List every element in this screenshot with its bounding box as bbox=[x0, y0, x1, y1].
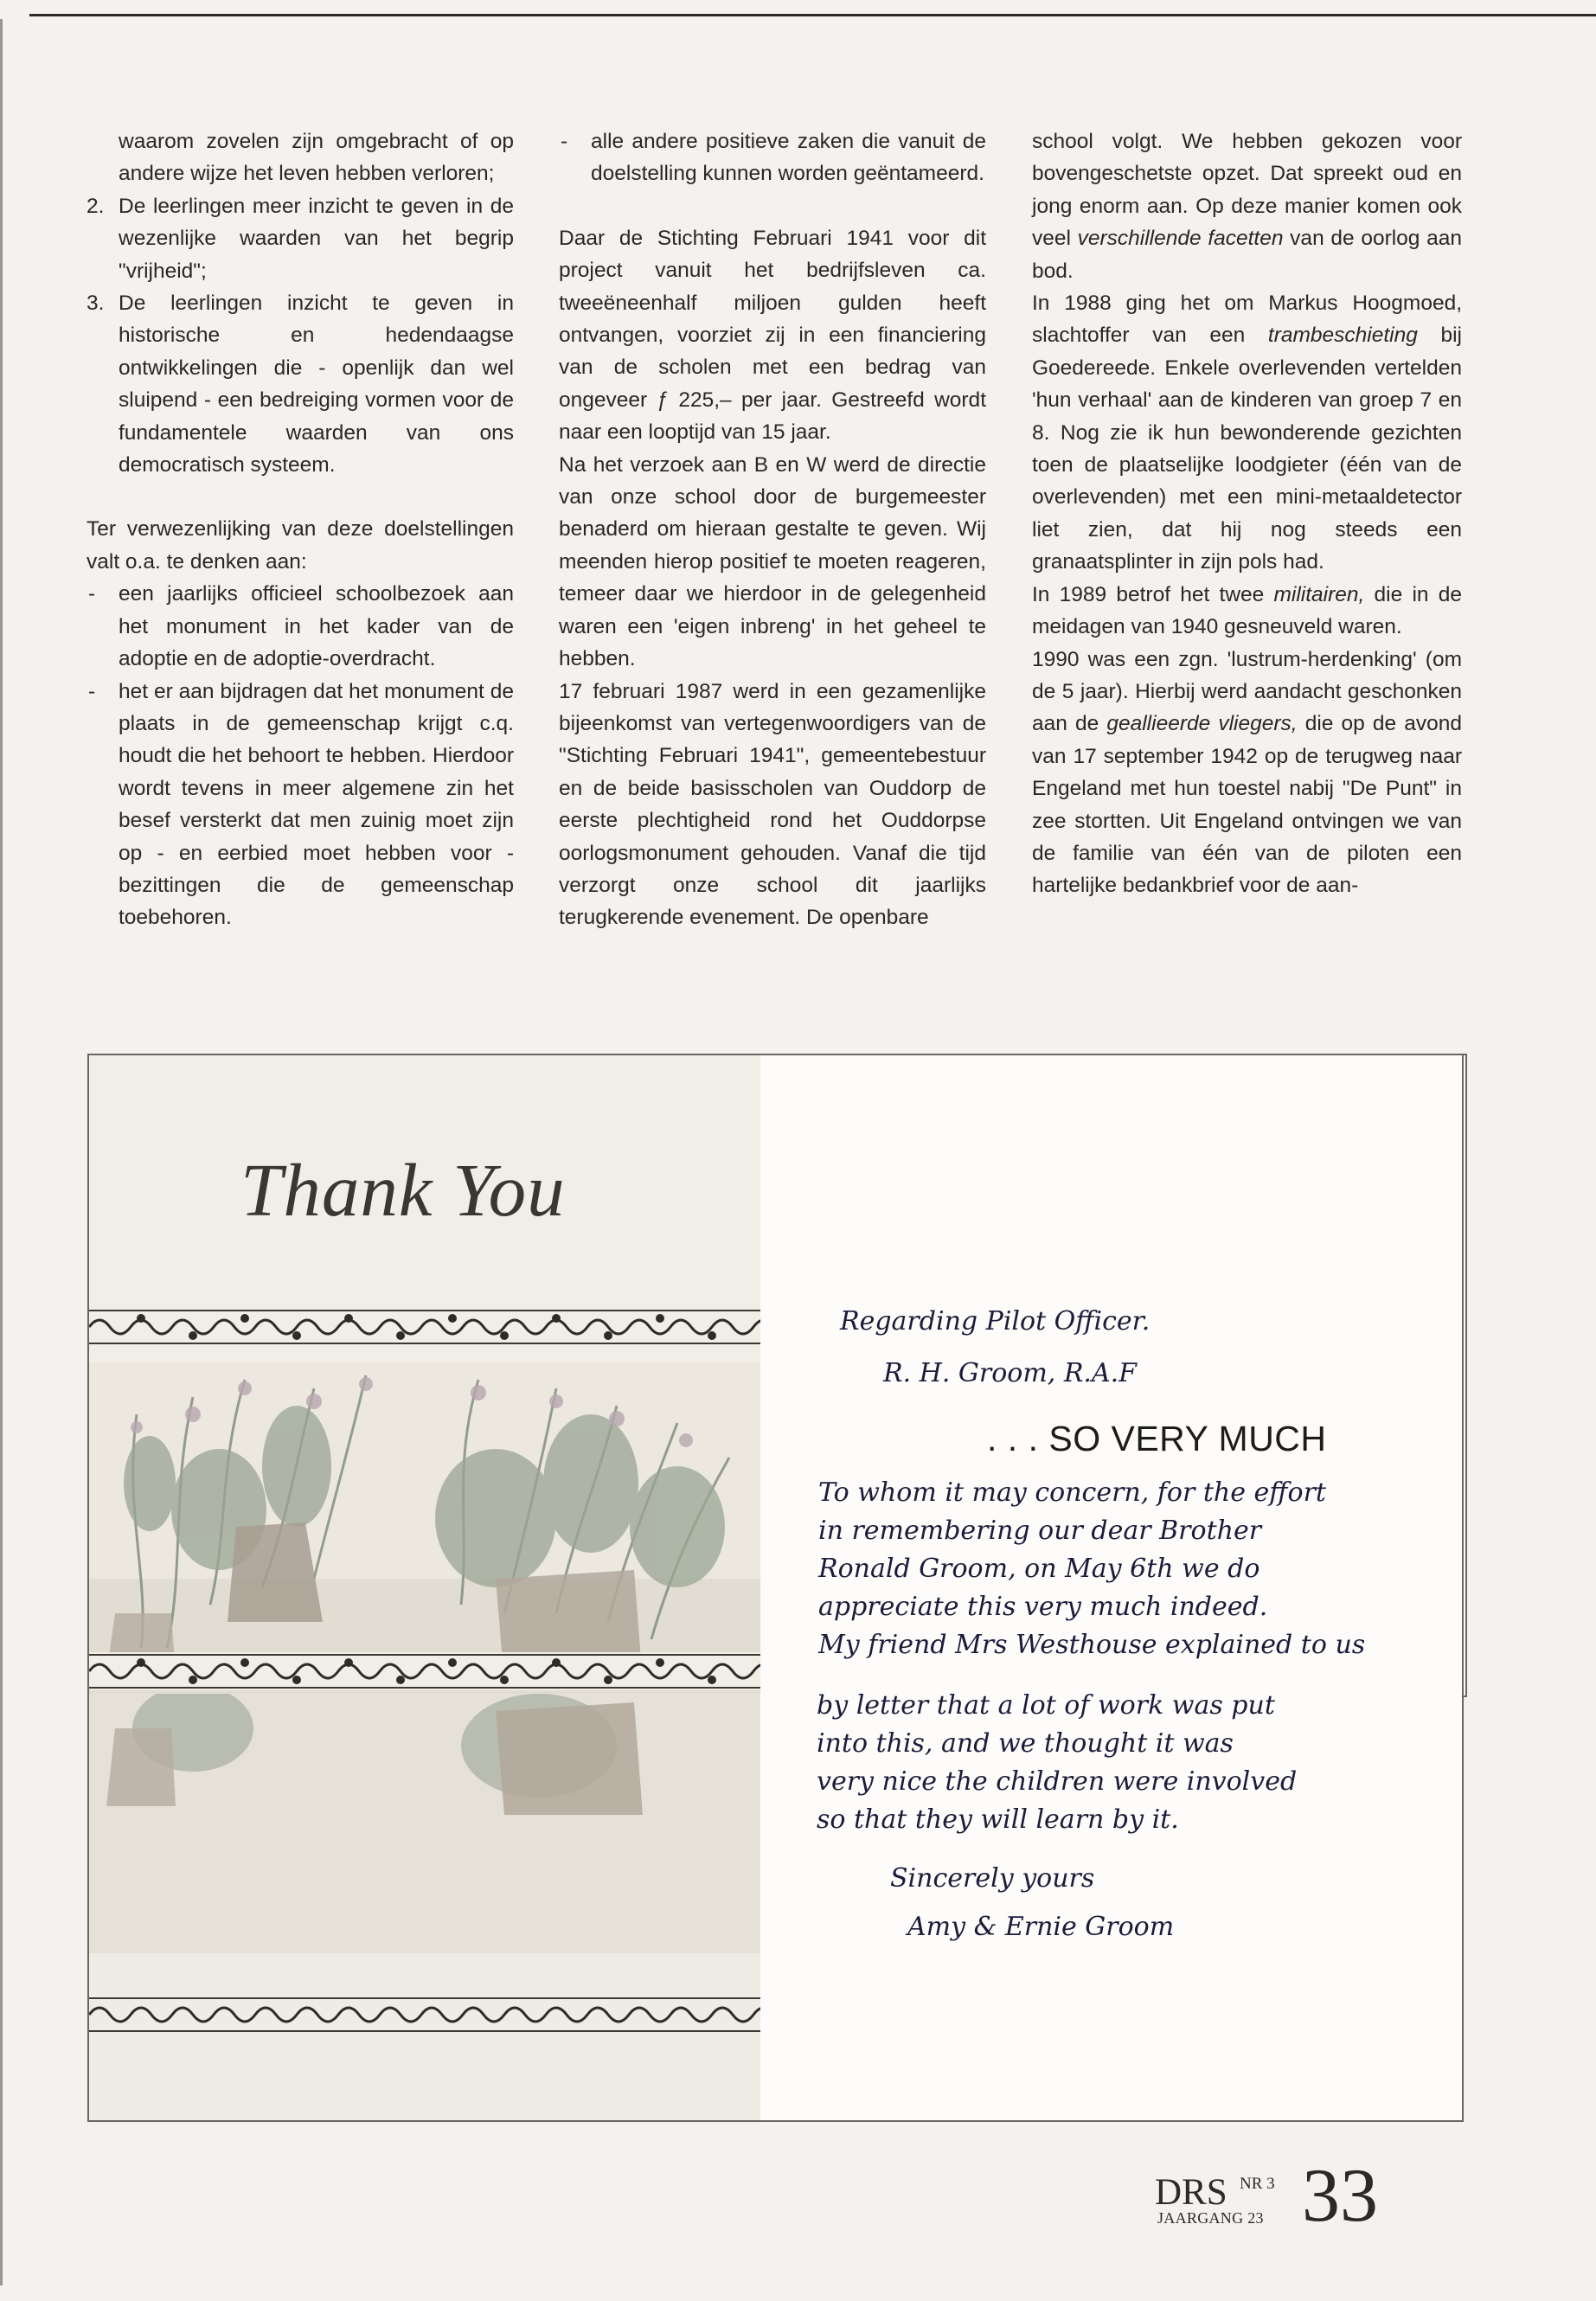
page-number: 33 bbox=[1302, 2154, 1378, 2238]
handwritten-line: My friend Mrs Westhouse explained to us bbox=[818, 1630, 1366, 1660]
column-3 bbox=[1032, 125, 1462, 902]
handwritten-line: appreciate this very much indeed. bbox=[818, 1592, 1268, 1622]
paragraph: Na het verzoek aan B en W werd de directie van onze school door de burgemeester benaderd om hieraan gestalte te geven. Wij meenden hierop positief te moeten reageren, temeer daar we hierdoor in de gelegenheid waren een 'eigen inbreng' in het geheel te hebben. bbox=[559, 452, 986, 671]
handwritten-line: into this, and we thought it was bbox=[817, 1728, 1234, 1759]
paragraph: 1990 was een zgn. 'lustrum-herdenking' (om de 5 jaar). Hierbij werd aandacht geschonken aan de geallieerde vliegers, die op de avond van 17 september 1942 op de terugweg naar Engeland met hun toestel nabij "De Punt" in zee stortten. Uit Engeland ontvingen we van de familie van één van de piloten een hartelijke bedankbrief voor de aan- bbox=[1032, 647, 1462, 898]
ornament-border-top bbox=[89, 1308, 760, 1346]
volume-label: JAARGANG 23 bbox=[1157, 2209, 1264, 2227]
dash-list bbox=[559, 125, 986, 190]
paragraph: Daar de Stichting Februari 1941 voor dit project vanuit het bedrijfsleven ca. tweeëneenhalf miljoen gulden heeft ontvangen, voorziet zij in een financiering van de scholen met een bedrag van ongeveer ƒ 225,– per jaar. Gestreefd wordt naar een looptijd van 15 jaar. bbox=[559, 226, 986, 445]
column-2 bbox=[559, 125, 986, 934]
dash-item: - alle andere positieve zaken die vanuit de doelstelling kunnen worden geëntameerd. bbox=[561, 130, 986, 186]
paragraph: Ter verwezenlijking van deze doelstellingen valt o.a. te denken aan: bbox=[87, 517, 514, 574]
card-front bbox=[89, 1055, 760, 1695]
handwritten-line: To whom it may concern, for the effort bbox=[818, 1477, 1326, 1508]
thank-you-card bbox=[87, 1054, 1467, 1697]
paragraph: school volgt. We hebben gekozen voor bovengeschetste opzet. Dat spreekt oud en jong enorm aan. Op deze manier komen ook veel verschillende facetten van de oorlog aan bod. bbox=[1032, 130, 1462, 283]
left-edge bbox=[0, 19, 3, 2285]
numbered-item: 2. De leerlingen meer inzicht te geven in de wezenlijke waarden van het begrip "vrijheid"; bbox=[87, 194, 514, 283]
handwritten-line: Ronald Groom, on May 6th we do bbox=[818, 1554, 1260, 1584]
paragraph: In 1989 betrof het twee militairen, die in de meidagen van 1940 gesneuveld waren. bbox=[1032, 582, 1462, 639]
thank-you-heading: Thank You bbox=[240, 1148, 566, 1232]
numbered-list bbox=[87, 190, 514, 482]
handwritten-line: in remembering our dear Brother bbox=[818, 1516, 1262, 1546]
dash-list bbox=[87, 578, 514, 933]
dash-item: - een jaarlijks officieel schoolbezoek aan het monument in het kader van de adoptie en de adoptie-overdracht. bbox=[88, 582, 514, 671]
handwritten-line: so that they will learn by it. bbox=[817, 1804, 1179, 1835]
column-1 bbox=[87, 125, 514, 934]
watercolor-painting bbox=[89, 1362, 760, 1695]
card-front-lower bbox=[89, 1694, 760, 2120]
issue-number: NR 3 bbox=[1240, 2175, 1275, 2193]
handwritten-line: R. H. Groom, R.A.F bbox=[883, 1358, 1137, 1388]
handwritten-line: very nice the children were involved bbox=[817, 1766, 1298, 1797]
handwritten-line: by letter that a lot of work was put bbox=[817, 1690, 1275, 1721]
top-rule bbox=[29, 14, 1596, 16]
page-footer bbox=[1155, 2154, 1466, 2238]
numbered-item: 3. De leerlingen inzicht te geven in historische en hedendaagse ontwikkelingen die - openlijk dan wel sluipend - een bedreiging vormen voor de fundamentele waarden van ons democratisch systeem. bbox=[87, 292, 514, 478]
handwritten-line: Regarding Pilot Officer. bbox=[840, 1306, 1151, 1336]
card-front-lower-art bbox=[89, 1694, 760, 2120]
handwritten-letter bbox=[762, 1055, 1465, 1695]
so-very-much-caption: . . . SO VERY MUCH bbox=[987, 1419, 1327, 1458]
signature: Amy & Ernie Groom bbox=[907, 1912, 1175, 1942]
paragraph: In 1988 ging het om Markus Hoogmoed, slachtoffer van een trambeschieting bij Goedereede. Enkele overlevenden vertelden 'hun verhaal' aan de kinderen van groep 7 en 8. Nog zie ik hun bewonderende gezichten toen de plaatselijke loodgieter (één van de overlevenden) met een mini-metaaldetector liet zien, dat hij nog steeds een granaatsplinter in zijn pols had. bbox=[1032, 292, 1462, 574]
numbered-item-1-continuation: waarom zovelen zijn omgebracht of op andere wijze het leven hebben verloren; bbox=[119, 130, 514, 186]
ornament-border-bottom bbox=[89, 1652, 760, 1690]
letter-lower bbox=[760, 1690, 1462, 2120]
magazine-name: DRS bbox=[1155, 2172, 1227, 2213]
handwritten-line: Sincerely yours bbox=[890, 1863, 1095, 1894]
dash-item: - het er aan bijdragen dat het monument de plaats in de gemeenschap krijgt c.q. houdt die het behoort te hebben. Hierdoor wordt tevens in meer algemene zin het besef versterkt dat men zuinig moet zijn op - en eerbied moet hebben voor - bezittingen die de gemeenschap toebehoren. bbox=[88, 679, 514, 930]
paragraph: 17 februari 1987 werd in een gezamenlijke bijeenkomst van vertegenwoordigers van de "Stichting Februari 1941", gemeentebestuur en de beide basisscholen van Ouddorp de eerste plechtigheid rond het Ouddorpse oorlogsmonument gehouden. Vanaf die tijd verzorgt onze school dit jaarlijks terugkerende evenement. De openbare bbox=[559, 679, 986, 930]
